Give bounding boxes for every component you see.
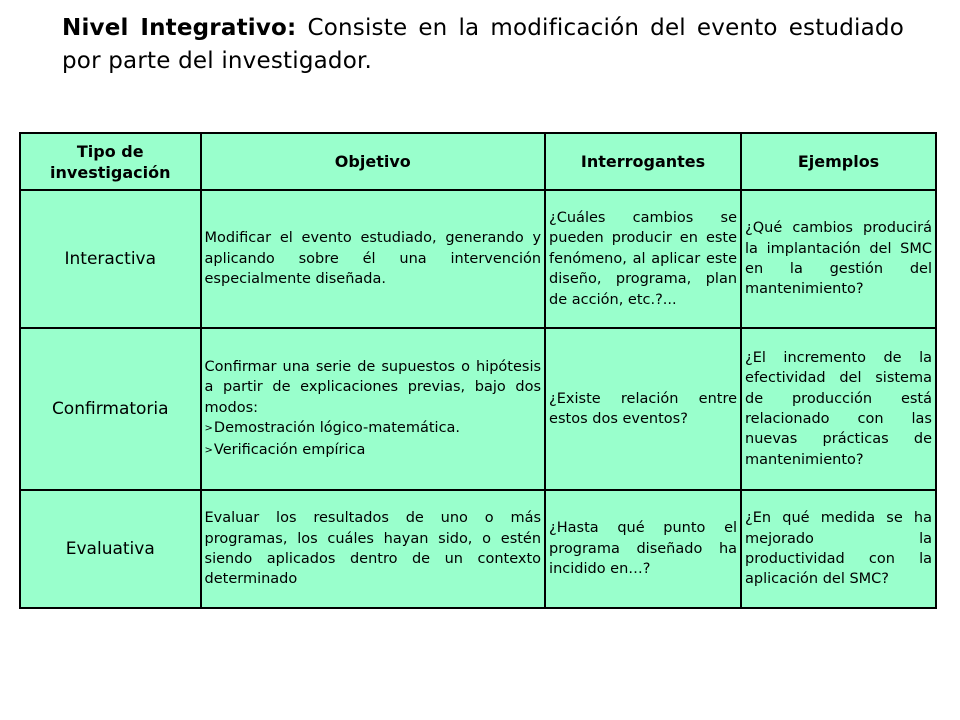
type-cell: Evaluativa — [20, 490, 201, 608]
objective-text: Confirmar una serie de supuestos o hipótesis a partir de explicaciones previas, bajo dos modos: — [204, 358, 542, 416]
mode-item — [205, 418, 542, 439]
page-heading — [62, 12, 904, 78]
heading-description: Consiste en la modificación del evento estudiado por parte del investigador. — [62, 15, 904, 74]
questions-cell: ¿Hasta qué punto el programa diseñado ha incidido en…? — [545, 490, 741, 608]
header-questions: Interrogantes — [545, 133, 741, 190]
objective-cell — [201, 328, 546, 490]
type-cell: Interactiva — [20, 190, 201, 328]
type-cell: Confirmatoria — [20, 328, 201, 490]
research-types-table — [19, 132, 937, 609]
table-row — [20, 328, 936, 490]
objective-cell: Evaluar los resultados de uno o más programas, los cuáles hayan sido, o estén siendo aplicados dentro de un contexto determinado — [201, 490, 546, 608]
examples-cell: ¿En qué medida se ha mejorado la productividad con la aplicación del SMC? — [741, 490, 936, 608]
questions-cell: ¿Existe relación entre estos dos eventos? — [545, 328, 741, 490]
mode-item — [205, 440, 542, 461]
table-row — [20, 190, 936, 328]
table-header-row — [20, 133, 936, 190]
bullet-arrow-icon: > — [204, 444, 213, 456]
header-examples: Ejemplos — [741, 133, 936, 190]
objective-cell: Modificar el evento estudiado, generando y aplicando sobre él una intervención especialmente diseñada. — [201, 190, 546, 328]
mode-label: Demostración lógico-matemática. — [213, 420, 461, 437]
examples-cell: ¿Qué cambios producirá la implantación del SMC en la gestión del mantenimiento? — [741, 190, 936, 328]
mode-label: Verificación empírica — [213, 441, 366, 458]
table-row — [20, 490, 936, 608]
examples-cell: ¿El incremento de la efectividad del sistema de producción está relacionado con las nuevas prácticas de mantenimiento? — [741, 328, 936, 490]
header-type: Tipo de investigación — [20, 133, 201, 190]
heading-label: Nivel Integrativo: — [62, 15, 297, 41]
header-objective: Objetivo — [201, 133, 546, 190]
bullet-arrow-icon: > — [204, 423, 213, 435]
questions-cell: ¿Cuáles cambios se pueden producir en este fenómeno, al aplicar este diseño, programa, plan de acción, etc.?... — [545, 190, 741, 328]
